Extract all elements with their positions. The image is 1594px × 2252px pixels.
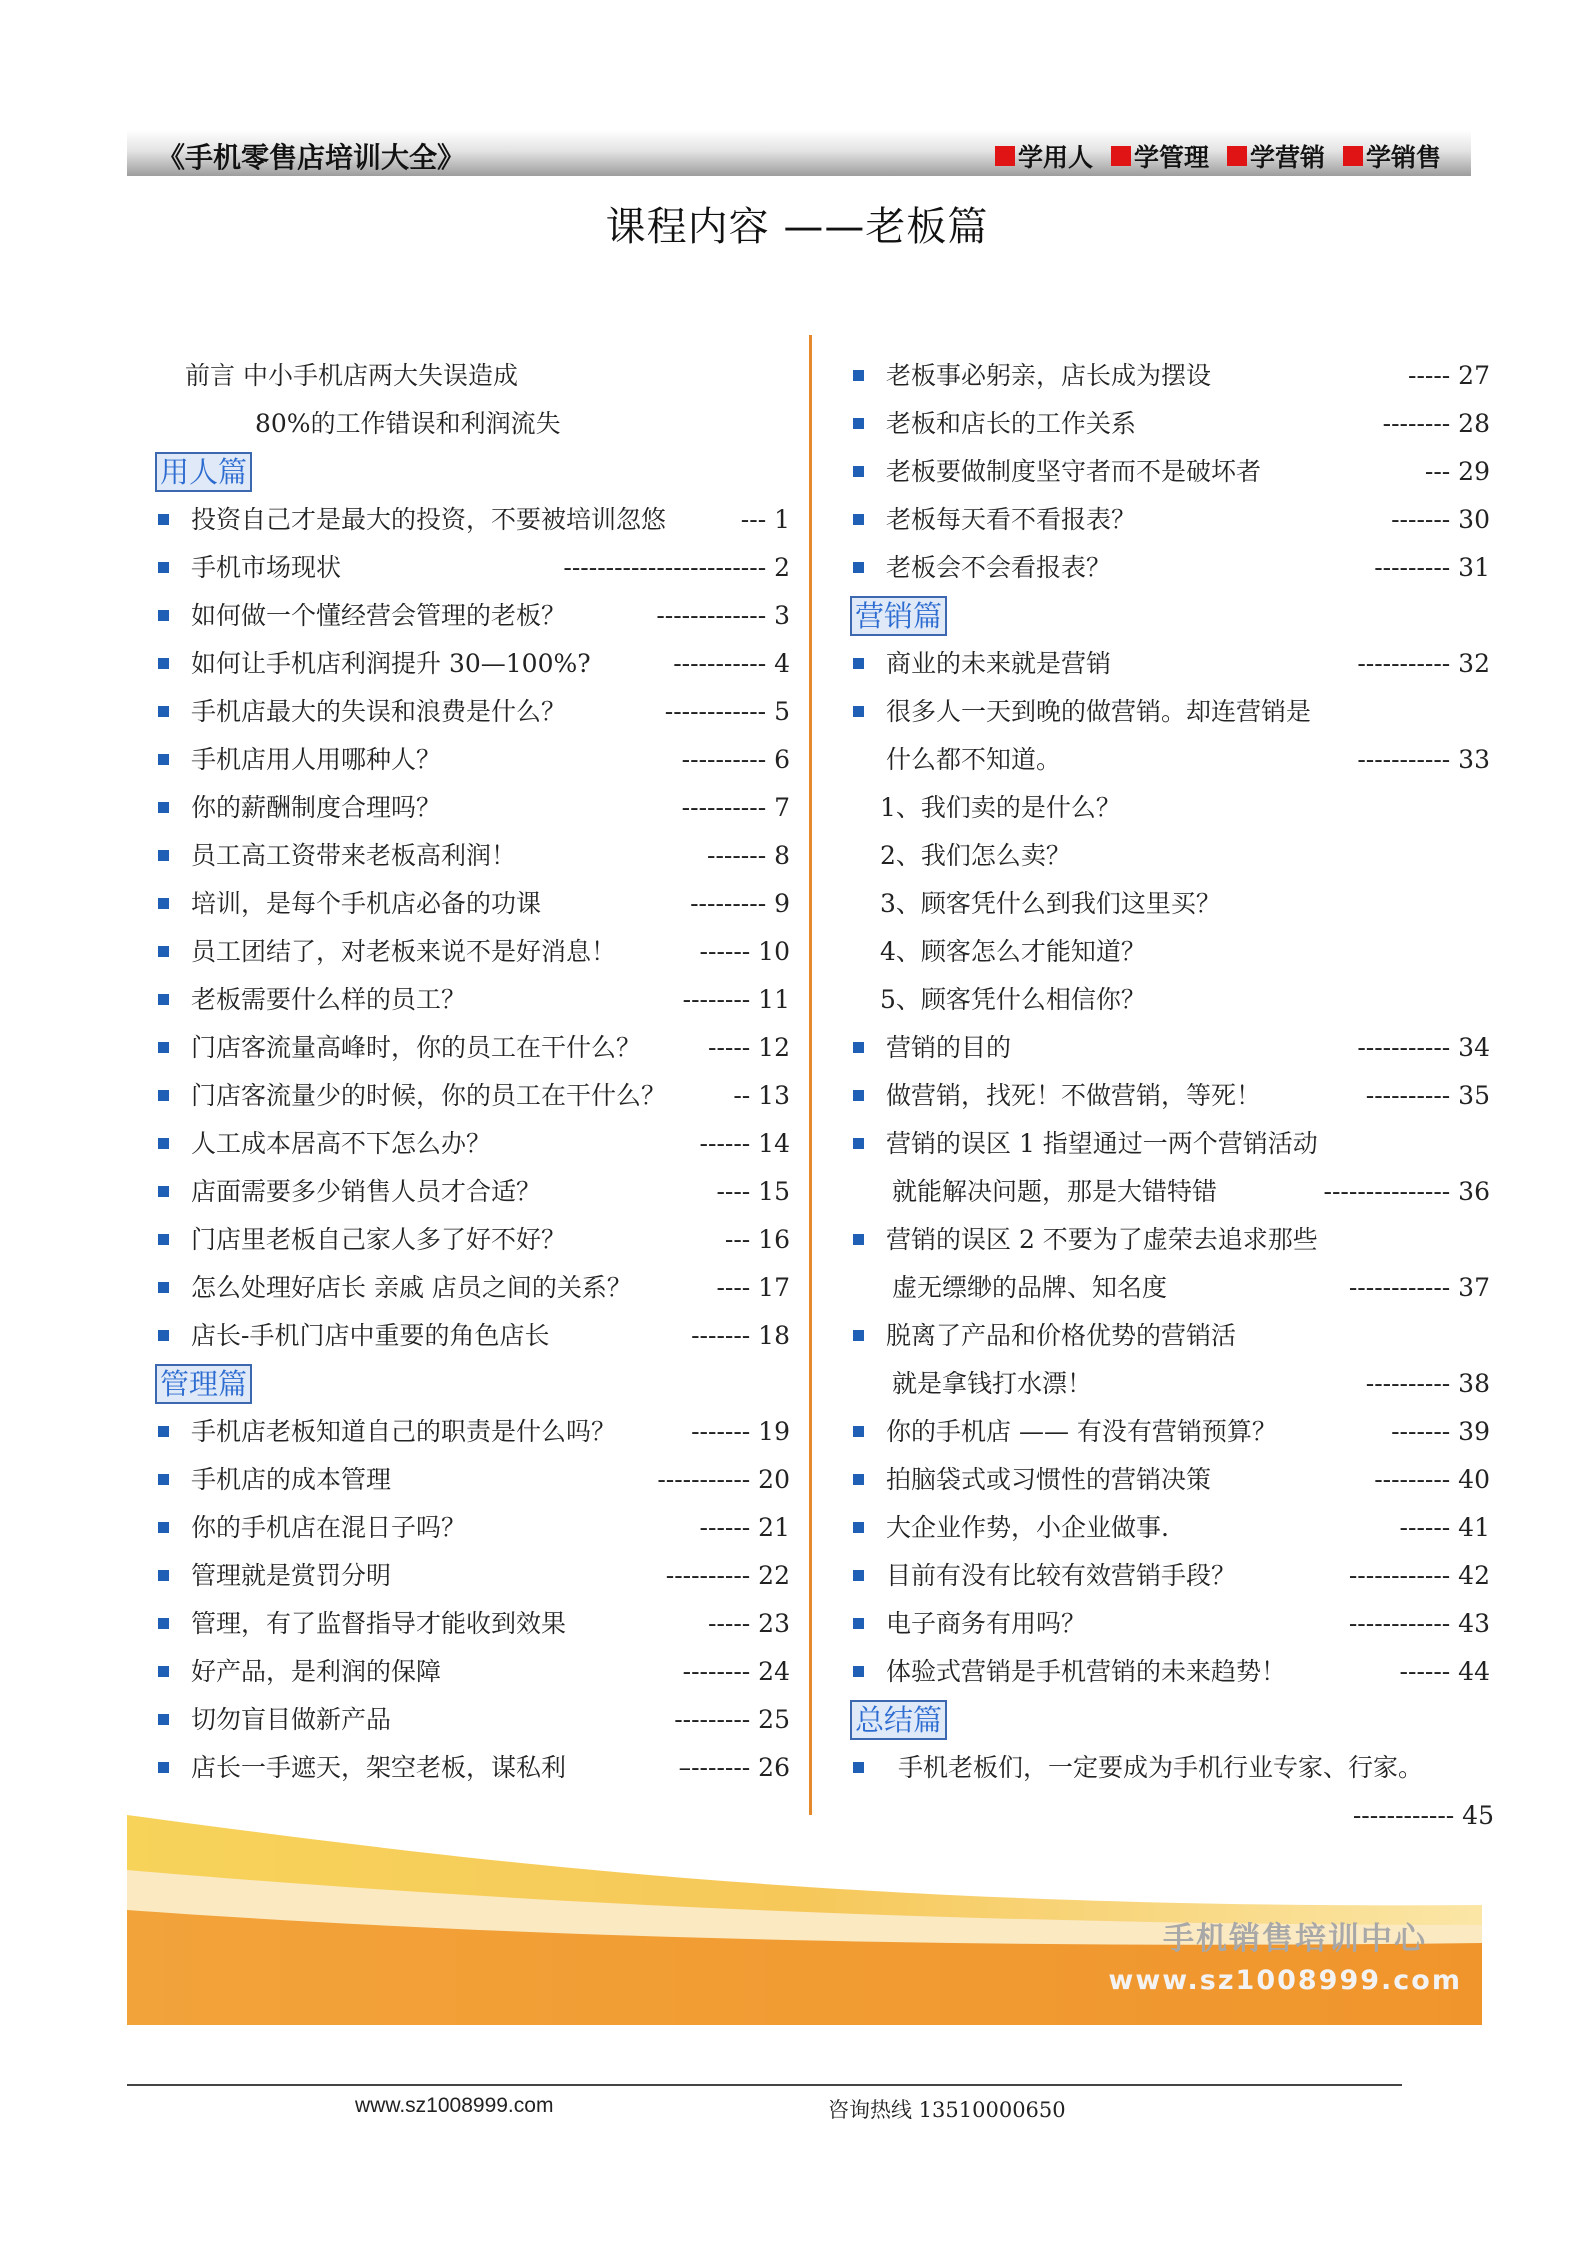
toc-item [850,832,1490,880]
toc-item-label: 门店里老板自己家人多了好不好？ [191,1225,567,1254]
square-bullet-icon [158,1570,169,1581]
toc-item-label: 手机店的成本管理 [191,1465,392,1494]
toc-item [155,1168,790,1216]
toc-item [850,1360,1490,1408]
toc-item-page: -------- 28 [1382,409,1490,438]
tag-sales: 学销售 [1343,138,1441,174]
toc-item-page: ------- 39 [1391,1417,1490,1446]
toc-item [850,496,1490,544]
toc-item-page: ------------ 5 [664,697,790,726]
toc-item-page: ---------- 7 [681,793,790,822]
square-bullet-icon [158,610,169,621]
document-header [127,130,1471,176]
square-bullet-icon [853,370,864,381]
toc-item-label: 如何让手机店利润提升 30—100%? [191,649,591,678]
toc-item-label: 手机店最大的失误和浪费是什么？ [191,697,567,726]
footer-rule [127,2084,1402,2086]
toc-item [850,976,1490,1024]
toc-item-label: 投资自己才是最大的投资，不要被培训忽悠 [191,505,667,534]
toc-item-page: ------ 44 [1399,1657,1490,1686]
toc-item-page: ---------- 22 [665,1561,790,1590]
toc-item [850,928,1490,976]
square-bullet-icon [853,658,864,669]
square-bullet-icon [853,562,864,573]
toc-item-page: --- 1 [740,505,790,534]
square-bullet-icon [853,1762,864,1773]
toc-item-page: --- 29 [1424,457,1490,486]
toc-item-label: 怎么处理好店长 亲戚 店员之间的关系？ [191,1273,632,1302]
toc-item [155,1216,790,1264]
toc-item [155,832,790,880]
toc-item [850,448,1490,496]
section-heading: 管理篇 [155,1360,790,1408]
toc-item [155,1264,790,1312]
toc-item-label: 很多人一天到晚的做营销。却连营销是 [886,697,1312,726]
square-bullet-icon [158,994,169,1005]
toc-item-page: --------- 9 [690,889,790,918]
toc-item-page: ------------- 3 [656,601,790,630]
square-bullet-icon [158,898,169,909]
square-bullet-icon [158,1762,169,1773]
toc-item-label: 3、顾客凭什么到我们这里买？ [880,889,1221,918]
toc-item-page: ---------- 38 [1365,1369,1490,1398]
toc-item [850,1456,1490,1504]
toc-item [155,688,790,736]
toc-item-page: ------ 41 [1399,1513,1490,1542]
square-bullet-icon [158,754,169,765]
toc-item [850,688,1490,736]
toc-item-label: 1、我们卖的是什么？ [880,793,1121,822]
banner-url: www.sz1008999.com [1108,1965,1462,1996]
square-bullet-icon [853,1042,864,1053]
toc-item-label: 员工团结了，对老板来说不是好消息！ [191,937,617,966]
square-bullet-icon [158,850,169,861]
toc-item-page: ------ 21 [699,1513,790,1542]
square-bullet-icon [853,1666,864,1677]
toc-item-page: ----------- 34 [1357,1033,1490,1062]
toc-item [850,1312,1490,1360]
square-bullet-icon [158,802,169,813]
banner-title: 手机销售培训中心 [1163,1921,1427,1957]
toc-item [850,1504,1490,1552]
toc-item-page: -- 13 [733,1081,790,1110]
toc-item-page: ------- 18 [691,1321,790,1350]
toc-item-page: ----- 23 [708,1609,790,1638]
toc-item [850,400,1490,448]
toc-item-label: 商业的未来就是营销 [886,649,1112,678]
toc-item-page: --------------- 36 [1323,1177,1490,1206]
toc-item [155,1744,790,1792]
square-bullet-icon [853,514,864,525]
toc-item-label: 就是拿钱打水漂！ [892,1369,1093,1398]
toc-item-label: 你的手机店在混日子吗？ [191,1513,467,1542]
toc-item-label: 好产品，是利润的保障 [191,1657,442,1686]
square-bullet-icon [853,1474,864,1485]
toc-item-label: 老板需要什么样的员工？ [191,985,467,1014]
toc-item-label: 人工成本居高不下怎么办？ [191,1129,492,1158]
toc-item-label: 管理就是赏罚分明 [191,1561,392,1590]
toc-item-page: ---------- 6 [681,745,790,774]
toc-item-page: --------- 25 [674,1705,790,1734]
square-bullet-icon [853,1618,864,1629]
toc-item-label: 老板每天看不看报表？ [886,505,1137,534]
toc-item-page: ------------ 42 [1348,1561,1490,1590]
toc-item-page: -------- 24 [682,1657,790,1686]
red-square-icon [1227,146,1247,166]
footer-website: www.sz1008999.com [355,2094,554,2117]
toc-item-page: ------ 14 [699,1129,790,1158]
toc-item [850,736,1490,784]
toc-item-label: 切勿盲目做新产品 [191,1705,392,1734]
toc-item-label: 老板事必躬亲，店长成为摆设 [886,361,1212,390]
toc-item-page: ------- 19 [691,1417,790,1446]
toc-item-page: ---- 17 [716,1273,790,1302]
square-bullet-icon [853,418,864,429]
square-bullet-icon [158,514,169,525]
square-bullet-icon [158,1234,169,1245]
toc-item-label: 员工高工资带来老板高利润！ [191,841,517,870]
toc-item [850,1408,1490,1456]
square-bullet-icon [158,1042,169,1053]
toc-item [155,736,790,784]
column-divider [809,335,812,1815]
square-bullet-icon [158,1666,169,1677]
square-bullet-icon [853,1234,864,1245]
toc-item-page: ---------- 35 [1365,1081,1490,1110]
toc-item-label: 5、顾客凭什么相信你？ [880,985,1146,1014]
toc-item-label: 拍脑袋式或习惯性的营销决策 [886,1465,1212,1494]
toc-item [850,1168,1490,1216]
toc-item [155,1456,790,1504]
toc-item [850,1216,1490,1264]
toc-item-page: ------- 30 [1391,505,1490,534]
toc-item-summary-page: ------------ 45 [1352,1801,1494,1830]
page-title: 课程内容 ——老板篇 [605,204,989,250]
toc-item [155,1504,790,1552]
toc-item [155,1696,790,1744]
toc-item-label: 2、我们怎么卖？ [880,841,1071,870]
toc-item [155,928,790,976]
footer-banner [127,1815,1482,2025]
toc-item-label: 营销的误区 2 不要为了虚荣去追求那些 [886,1225,1318,1254]
toc-item [155,1408,790,1456]
square-bullet-icon [853,706,864,717]
toc-item-label: 店长一手遮天，架空老板，谋私利 [191,1753,567,1782]
toc-item-label: 门店客流量少的时候，你的员工在干什么？ [191,1081,667,1110]
square-bullet-icon [158,1282,169,1293]
toc-item [155,1120,790,1168]
left-column [155,352,790,1792]
toc-item [155,784,790,832]
square-bullet-icon [158,562,169,573]
toc-item [155,640,790,688]
toc-item [155,1312,790,1360]
toc-item [850,544,1490,592]
toc-item-label: 大企业作势，小企业做事. [886,1513,1169,1542]
toc-item [850,1552,1490,1600]
toc-item-page: ----- 12 [708,1033,790,1062]
header-tags [995,138,1441,174]
toc-item-page: ---- 15 [716,1177,790,1206]
toc-item-label: 老板要做制度坚守者而不是破坏者 [886,457,1262,486]
square-bullet-icon [853,1426,864,1437]
toc-item [850,1120,1490,1168]
toc-item [155,592,790,640]
square-bullet-icon [158,1330,169,1341]
toc-item [155,1024,790,1072]
toc-item-page: ----------- 32 [1357,649,1490,678]
square-bullet-icon [853,1522,864,1533]
toc-item [155,1600,790,1648]
red-square-icon [995,146,1015,166]
toc-item [850,1072,1490,1120]
toc-item-label: 老板会不会看报表？ [886,553,1112,582]
red-square-icon [1111,146,1131,166]
toc-item-page: ------------ 37 [1348,1273,1490,1302]
toc-item [155,1552,790,1600]
toc-item-label: 管理，有了监督指导才能收到效果 [191,1609,567,1638]
toc-item-page: ------ 10 [699,937,790,966]
toc-item-page: ----- 27 [1408,361,1490,390]
section-heading-marketing: 营销篇 [850,592,1490,640]
square-bullet-icon [158,1522,169,1533]
square-bullet-icon [158,1714,169,1725]
toc-item-page: ------- 8 [707,841,790,870]
toc-item-page: --------- 40 [1374,1465,1490,1494]
square-bullet-icon [158,1090,169,1101]
toc-item-page: --- 16 [724,1225,790,1254]
toc-item [155,496,790,544]
square-bullet-icon [853,1138,864,1149]
toc-item [155,880,790,928]
toc-item [850,1648,1490,1696]
section-heading-summary: 总结篇 [850,1696,1490,1744]
toc-item-label: 就能解决问题，那是大错特错 [892,1177,1218,1206]
toc-item [850,1264,1490,1312]
square-bullet-icon [158,1618,169,1629]
square-bullet-icon [158,1426,169,1437]
red-square-icon [1343,146,1363,166]
tag-manage: 学管理 [1111,138,1209,174]
toc-item-page: –------- 26 [678,1753,790,1782]
toc-item-label: 什么都不知道。 [886,745,1062,774]
section-heading: 用人篇 [155,448,790,496]
toc-item-label: 老板和店长的工作关系 [886,409,1137,438]
square-bullet-icon [853,1090,864,1101]
toc-item [155,1648,790,1696]
toc-item-label: 培训，是每个手机店必备的功课 [191,889,542,918]
toc-item-page: ------------ 43 [1348,1609,1490,1638]
tag-hire: 学用人 [995,138,1093,174]
square-bullet-icon [853,1330,864,1341]
toc-item-label: 电子商务有用吗？ [886,1609,1087,1638]
toc-item-label: 门店客流量高峰时，你的员工在干什么？ [191,1033,642,1062]
toc-item-page: ----------- 33 [1357,745,1490,774]
toc-item [155,976,790,1024]
toc-item [850,784,1490,832]
toc-item [850,1024,1490,1072]
toc-item-label: 店面需要多少销售人员才合适？ [191,1177,542,1206]
toc-item-label: 你的薪酬制度合理吗？ [191,793,442,822]
square-bullet-icon [158,706,169,717]
toc-item-label: 营销的目的 [886,1033,1012,1062]
toc-item-summary: 手机老板们，一定要成为手机行业专家、行家。 [850,1744,1490,1792]
toc-item-label: 手机市场现状 [191,553,342,582]
toc-item [155,1072,790,1120]
square-bullet-icon [158,946,169,957]
toc-item-page: ----------- 20 [657,1465,790,1494]
toc-item-label: 做营销，找死！不做营销，等死！ [886,1081,1262,1110]
footer-hotline: 咨询热线 13510000650 [828,2098,1066,2122]
toc-item-page: --------- 31 [1374,553,1490,582]
toc-item-label: 你的手机店 —— 有没有营销预算？ [886,1417,1277,1446]
toc-item-label: 如何做一个懂经营会管理的老板？ [191,601,567,630]
square-bullet-icon [158,1138,169,1149]
toc-item-page: -------- 11 [682,985,790,1014]
toc-item-label: 4、顾客怎么才能知道？ [880,937,1146,966]
toc-item [850,352,1490,400]
square-bullet-icon [158,1474,169,1485]
square-bullet-icon [158,658,169,669]
toc-item [155,544,790,592]
toc-item-label: 店长-手机门店中重要的角色店长 [191,1321,550,1350]
square-bullet-icon [853,1570,864,1581]
document-title: 《手机零售店培训大全》 [157,141,466,174]
right-column [850,352,1494,1840]
toc-item [850,880,1490,928]
tag-marketing: 学营销 [1227,138,1325,174]
toc-item-page: ------------------------ 2 [563,553,790,582]
square-bullet-icon [853,466,864,477]
toc-item-label: 体验式营销是手机营销的未来趋势！ [886,1657,1287,1686]
toc-item [850,640,1490,688]
toc-item-label: 手机店用人用哪种人？ [191,745,442,774]
intro-line: 80%的工作错误和利润流失 [255,409,561,438]
toc-item-label: 虚无缥缈的品牌、知名度 [892,1273,1168,1302]
toc-item-label: 目前有没有比较有效营销手段？ [886,1561,1237,1590]
toc-item-label: 手机店老板知道自己的职责是什么吗？ [191,1417,617,1446]
intro-line: 前言 中小手机店两大失误造成 [185,361,518,390]
toc-item-page: ----------- 4 [673,649,790,678]
toc-item-label: 营销的误区 1 指望通过一两个营销活动 [886,1129,1318,1158]
toc-item-label: 脱离了产品和价格优势的营销活 [886,1321,1237,1350]
square-bullet-icon [158,1186,169,1197]
toc-item [850,1600,1490,1648]
